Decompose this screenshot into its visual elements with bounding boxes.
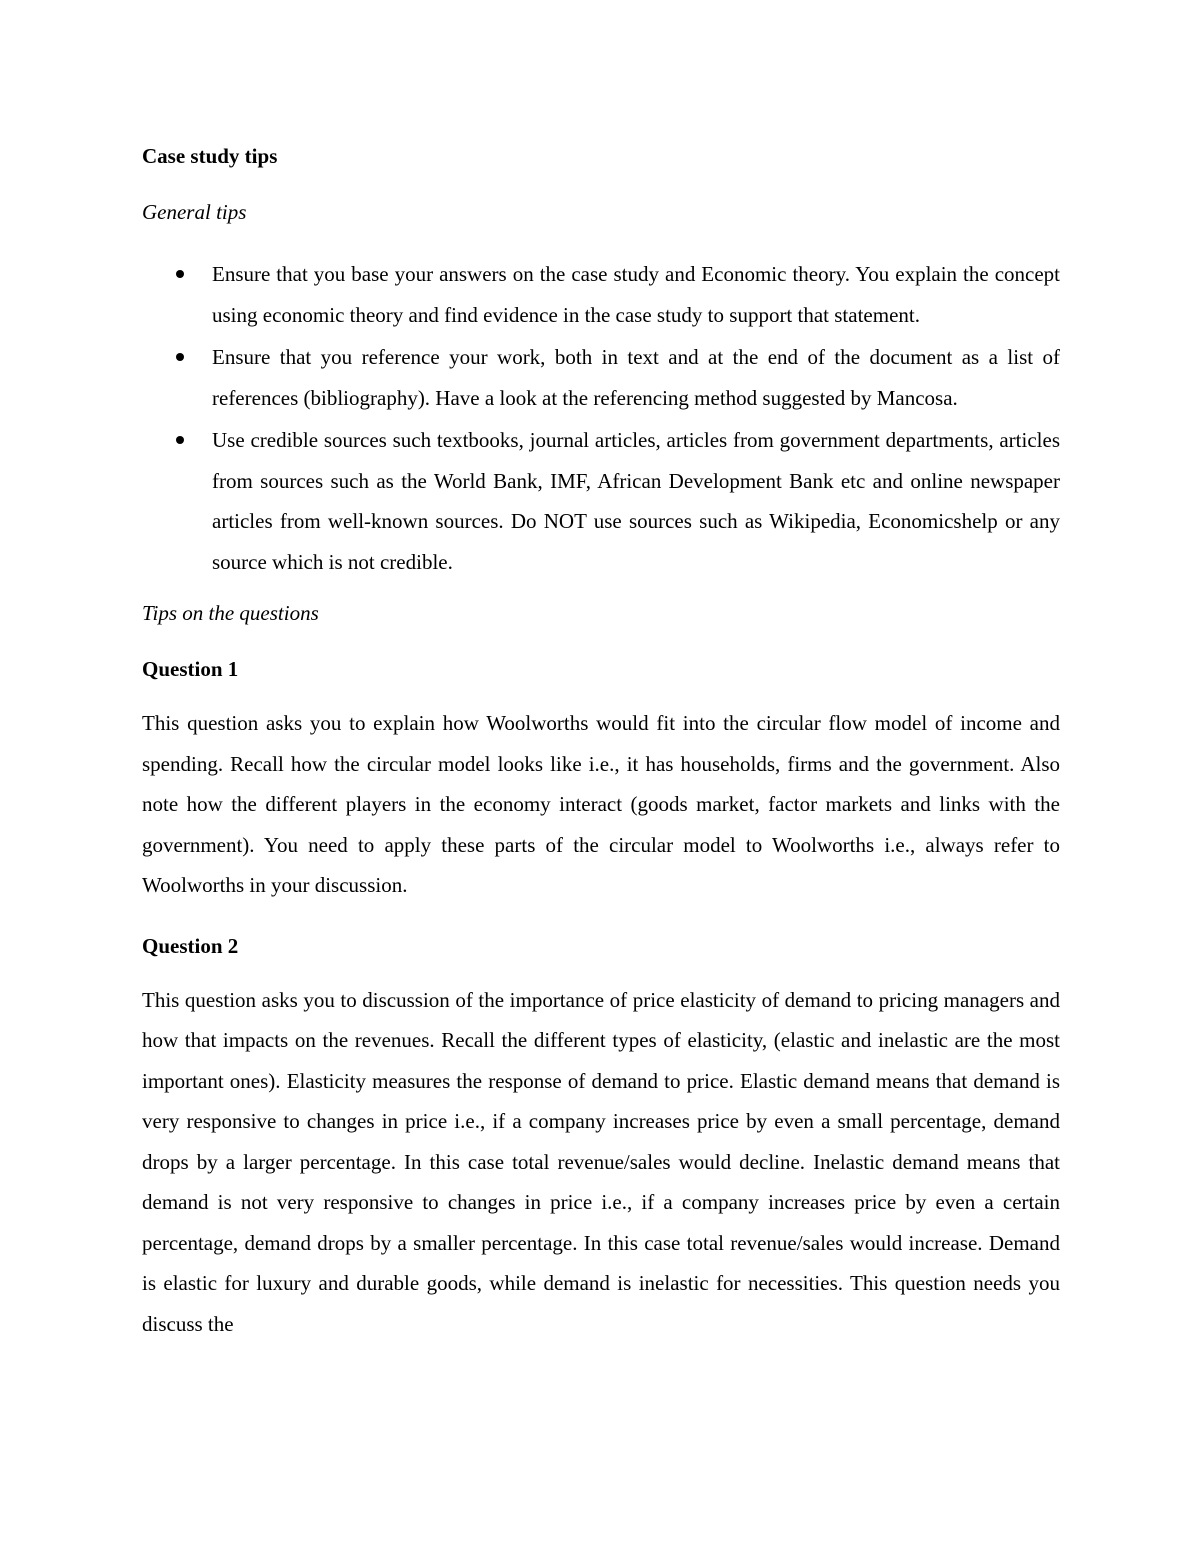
questions-tips-heading: Tips on the questions [142, 601, 319, 625]
question-1-heading: Question 1 [142, 657, 239, 681]
bullet-icon [176, 353, 184, 361]
general-tips-list [142, 254, 1060, 582]
general-tips-heading: General tips [142, 200, 247, 224]
tip-text: Ensure that you base your answers on the case study and Economic theory. You explain the concept using economic theory and find evidence in the case study to support that statement. [212, 262, 1060, 327]
page-title: Case study tips [142, 144, 278, 168]
document-page [142, 140, 1060, 1344]
list-item [142, 337, 1060, 418]
list-item [142, 420, 1060, 582]
bullet-icon [176, 436, 184, 444]
question-1-text: This question asks you to explain how Woolworths would fit into the circular flow model of income and spending. Recall how the circular model looks like i.e., it has households, firms and the government. Also note how the different players in the economy interact (goods market, factor markets and links with the government). You need to apply these parts of the circular model to Woolworths i.e., always refer to Woolworths in your discussion. [142, 711, 1060, 897]
bullet-icon [176, 270, 184, 278]
tip-text: Ensure that you reference your work, both in text and at the end of the document as a list of references (bibliography). Have a look at the referencing method suggested by Mancosa. [212, 345, 1060, 410]
tip-text: Use credible sources such textbooks, journal articles, articles from government departments, articles from sources such as the World Bank, IMF, African Development Bank etc and online newspaper articles from well-known sources. Do NOT use sources such as Wikipedia, Economicshelp or any source which is not credible. [212, 428, 1060, 574]
list-item [142, 254, 1060, 335]
question-2-text: This question asks you to discussion of the importance of price elasticity of demand to pricing managers and how that impacts on the revenues. Recall the different types of elasticity, (elastic and inelastic are the most important ones). Elasticity measures the response of demand to price. Elastic demand means that demand is very responsive to changes in price i.e., if a company increases price by even a small percentage, demand drops by a larger percentage. In this case total revenue/sales would decline. Inelastic demand means that demand is not very responsive to changes in price i.e., if a company increases price by even a certain percentage, demand drops by a smaller percentage. In this case total revenue/sales would increase. Demand is elastic for luxury and durable goods, while demand is inelastic for necessities. This question needs you discuss the [142, 987, 1060, 1336]
question-2-heading: Question 2 [142, 933, 239, 958]
